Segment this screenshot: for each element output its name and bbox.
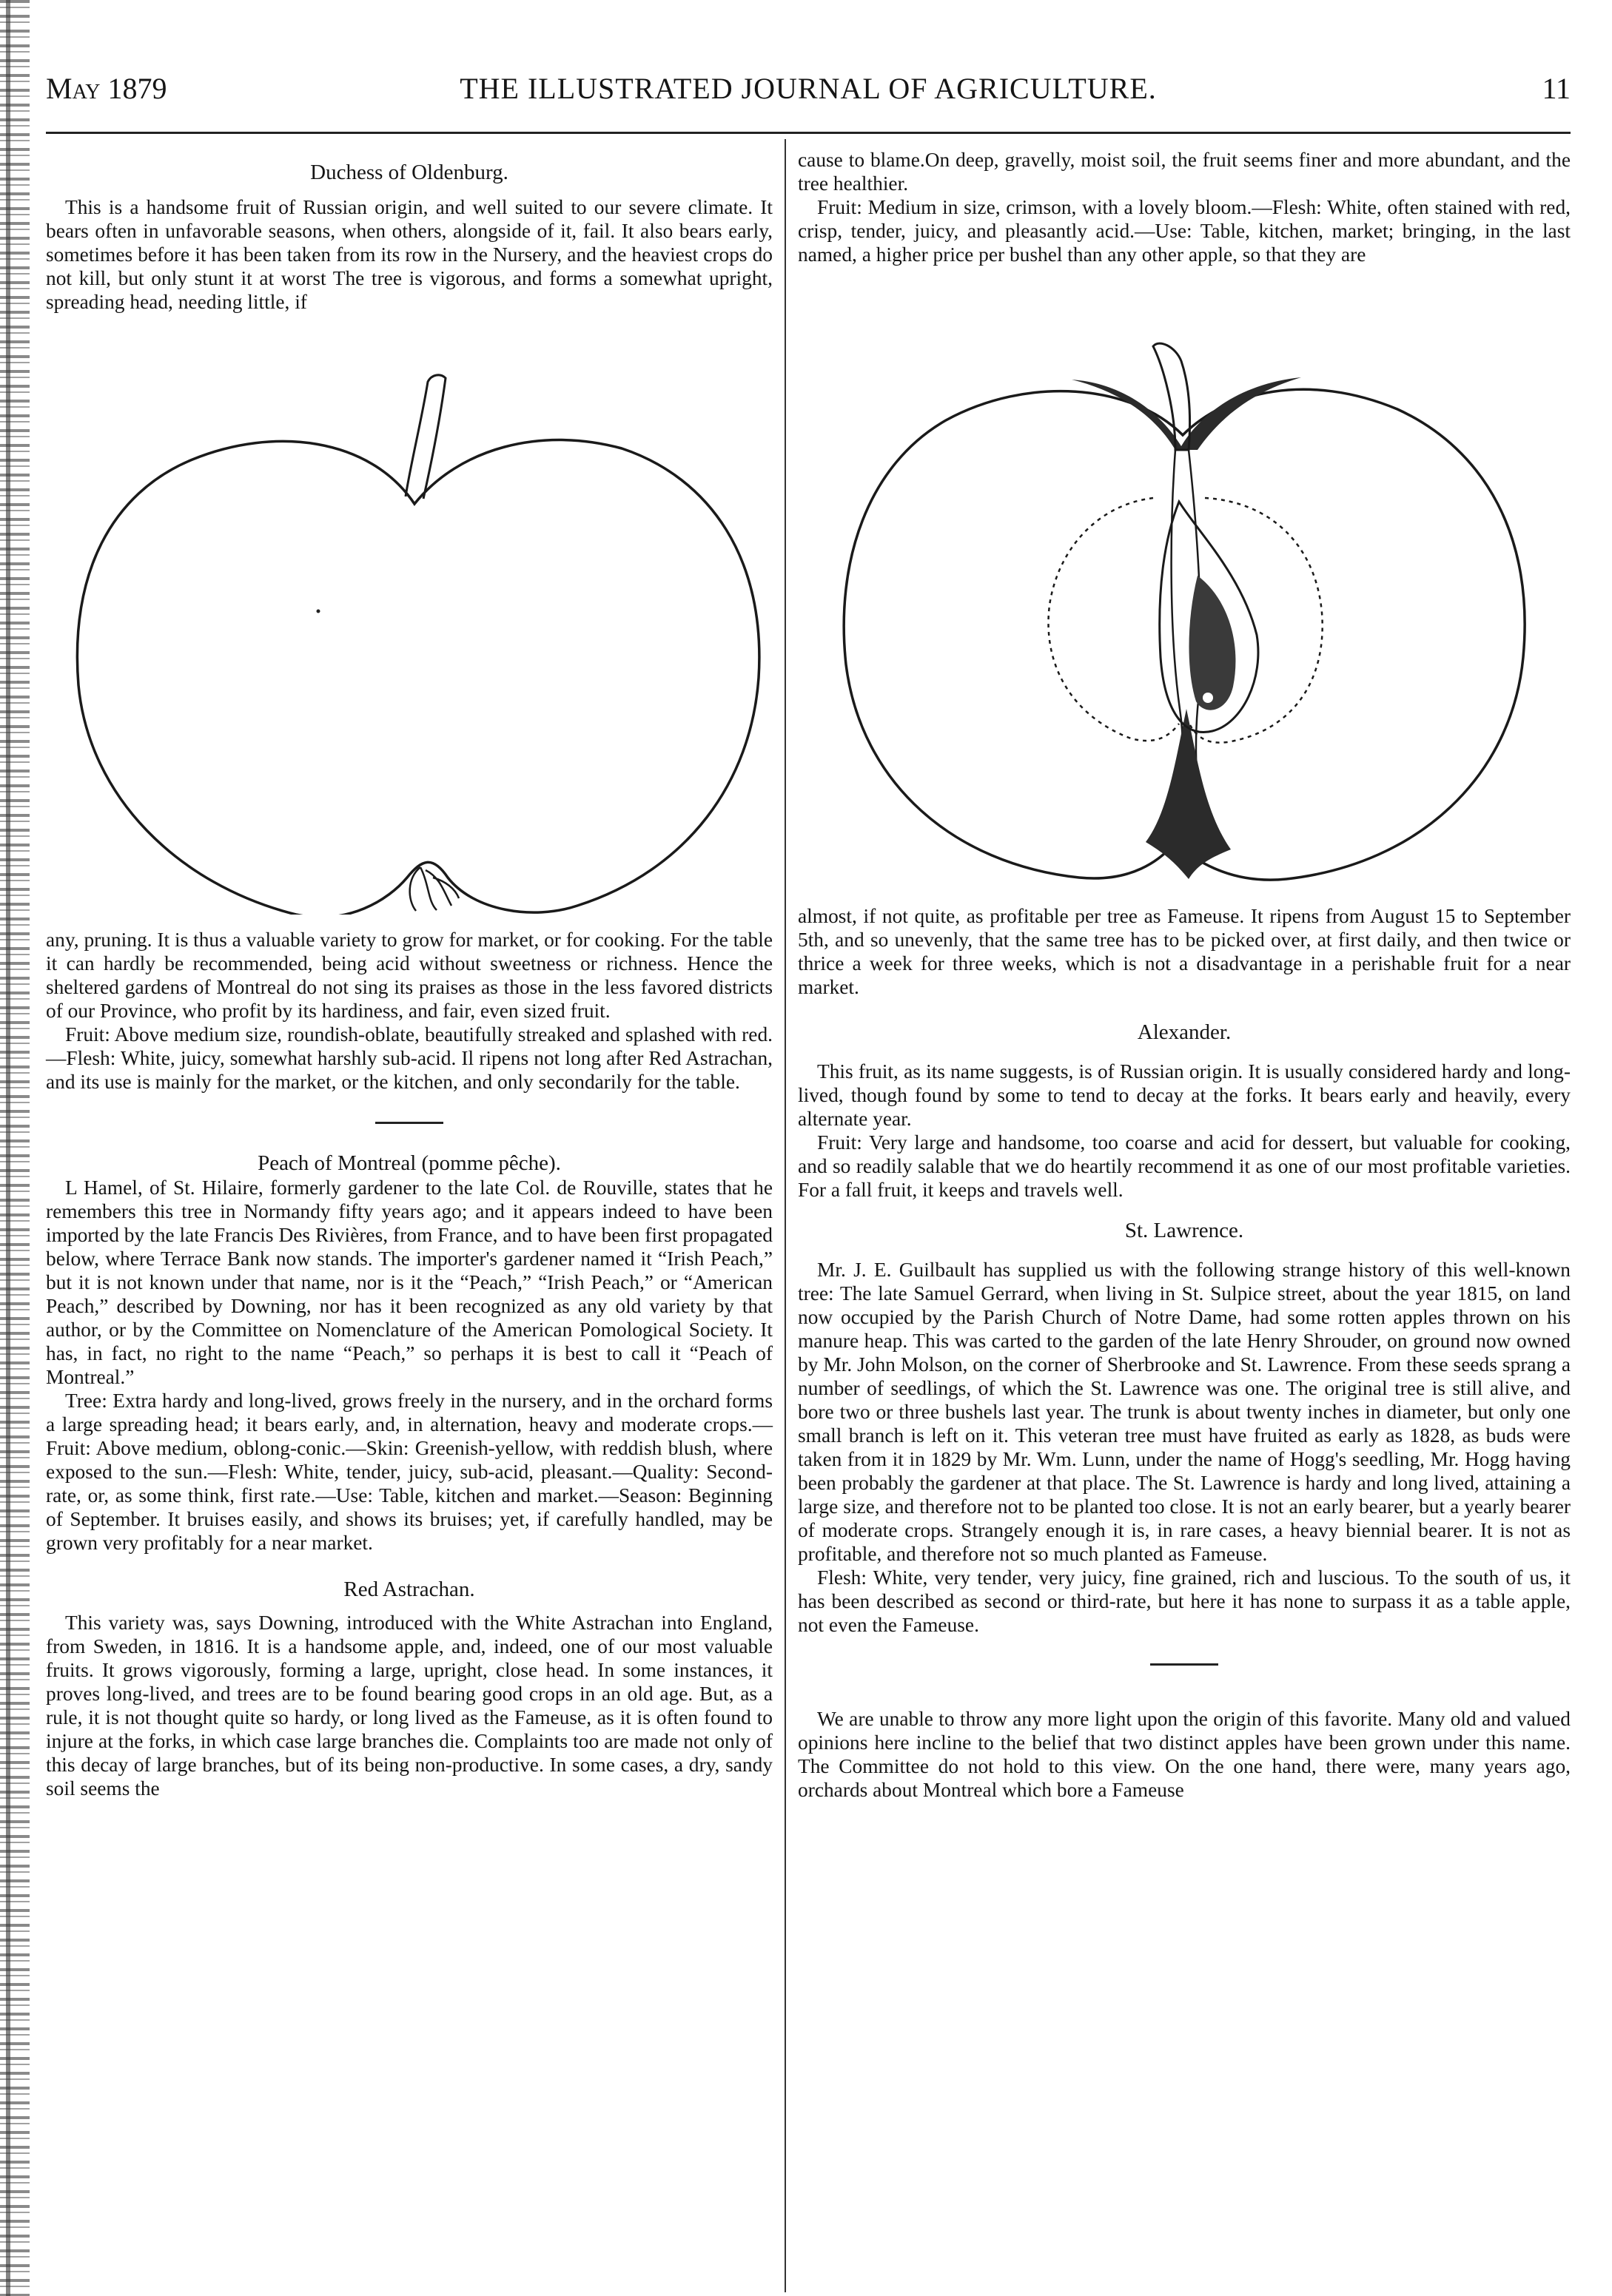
paragraph: almost, if not quite, as profitable per tree as Fameuse. It ripens from August 15 to September 5th, and so unevenly, that the same tree has to be picked over, at first daily, and then twice or thrice a week for three weeks, which is not a disadvantage in a perishable fruit for a near market. bbox=[798, 905, 1571, 998]
header-rule bbox=[46, 132, 1571, 134]
heading-alexander: Alexander. bbox=[1137, 1020, 1232, 1044]
paragraph: We are unable to throw any more light upon the origin of this favorite. Many old and valued opinions here incline to the belief that two distinct apples have been grown under this name. The Committee do not hold to this view. On the one hand, there were, many years ago, orchards about Montreal which bore a Fameuse bbox=[798, 1708, 1571, 1801]
paragraph: L Hamel, of St. Hilaire, formerly gardener to the late Col. de Rouville, states that he remembers this tree in Normandy fifty years ago; and it appears indeed to have been imported by the late Francis Des Rivières, from France, and to have been first propagated below, where Terrace Bank now stands. The importer's gardener named it “Irish Peach,” but it is not known under that name, nor is it the “Peach,” “Irish Peach,” or “American Peach,” described by Downing, nor has it been recognized as any old variety by that author, or by the Committee on Nomenclature of the American Pomological Society. It has, in fact, no right to the name “Peach,” so perhaps it is best to call it “Peach of Montreal.” bbox=[46, 1176, 773, 1388]
left-column-bottom bbox=[46, 928, 773, 1800]
paragraph: Flesh: White, very tender, very juicy, fine grained, rich and luscious. To the south of us, it has been described as second or third-rate, but here it has none to surpass it as a table apple, not even the Fameuse. bbox=[798, 1566, 1571, 1636]
heading-st-lawrence: St. Lawrence. bbox=[1124, 1219, 1244, 1242]
page-header bbox=[46, 71, 1571, 115]
paragraph: This is a handsome fruit of Russian origin, and well suited to our severe climate. It bears often in unfavorable seasons, when others, alongside of it, fail. It also bears early, sometimes before it has been taken from its row in the Nursery, and the heaviest crops do not kill, but only stunt it at worst The tree is vigorous, and forms a somewhat upright, spreading head, needing little, if bbox=[46, 196, 773, 313]
paragraph: Fruit: Very large and handsome, too coarse and acid for dessert, but valuable for cooking, and so readily salable that we do heartily recommend it as one of our most profitable varieties. For a fall fruit, it keeps and travels well. bbox=[798, 1131, 1571, 1201]
scan-edge-shadow bbox=[0, 0, 30, 2296]
section-rule bbox=[375, 1122, 443, 1124]
section-rule bbox=[1150, 1663, 1218, 1666]
right-column-bottom bbox=[798, 904, 1571, 1802]
heading-red-astrachan: Red Astrachan. bbox=[343, 1578, 475, 1601]
paragraph: Mr. J. E. Guilbault has supplied us with the following strange history of this well-known tree: The late Samuel Gerrard, when living in St. Sulpice street, about the year 1815, on land now occupied by the Parish Church of Notre Dame, had some rotten apples thrown on his manure heap. This was carted to the garden of the late Henry Shrouder, on ground now owned by Mr. John Molson, on the corner of Sherbrooke and St. Lawrence. From these seeds sprang a number of seedlings, of which the St. Lawrence was one. The original tree is still alive, and bore two or three bushels last year. The trunk is about twenty inches in diameter, but only one small branch is left on it. This veteran tree must have fruited as early as 1828, as buds were taken from it in 1829 by Mr. Wm. Lunn, under the name of Hogg's seedling, Mr. Hogg having been probably the gardener at that place. The St. Lawrence is hardy and long lived, attaining a large size, and therefore not to be planted too close. It is not an early bearer, but a yearly bearer of moderate crops. Strangely enough it is, in rare cases, a heavy biennial bearer. It is not as profitable, and therefore not so much planted as Fameuse. bbox=[798, 1259, 1571, 1565]
page-number: 11 bbox=[1542, 72, 1571, 105]
figure-apple-cross-section bbox=[827, 339, 1538, 886]
paragraph: Fruit: Above medium size, roundish-oblate, beautifully streaked and splashed with red.—Flesh: White, juicy, somewhat harshly sub-acid. Il ripens not long after Red Astrachan, and its use is mainly for the market, or the kitchen, and only secondarily for the table. bbox=[46, 1023, 773, 1093]
header-date: May 1879 bbox=[46, 72, 167, 105]
journal-title: THE ILLUSTRATED JOURNAL OF AGRICULTURE. bbox=[460, 72, 1157, 105]
paragraph: Fruit: Medium in size, crimson, with a lovely bloom.—Flesh: White, often stained with red, crisp, tender, juicy, and pleasantly acid.—Use: Table, kitchen, market; bringing, in the last named, a higher price per bushel than any other apple, so that they are bbox=[798, 196, 1571, 266]
scan-edge-binding bbox=[6, 0, 10, 2296]
column-divider bbox=[785, 139, 786, 2292]
paragraph: Tree: Extra hardy and long-lived, grows freely in the nursery, and in the orchard forms a large spreading head; it bears early, and, in alternation, heavy and moderate crops.—Fruit: Above medium, oblong-conic.—Skin: Greenish-yellow, with reddish blush, where exposed to the sun.—Flesh: White, tender, juicy, sub-acid, pleasant.—Quality: Second-rate, or, as some think, first rate.—Use: Table, kitchen and market.—Season: Beginning of September. It bruises easily, and shows its bruises; yet, if carefully handled, may be grown very profitably for a near market. bbox=[46, 1390, 773, 1554]
paragraph: This fruit, as its name suggests, is of Russian origin. It is usually considered hardy and long-lived, though found by some to tend to decay at the forks. It bears early and heavily, every alternate year. bbox=[798, 1060, 1571, 1130]
paragraph: This variety was, says Downing, introduced with the White Astrachan into England, from Sweden, in 1816. It is a handsome apple, and, indeed, one of our most valuable fruits. It grows vigorously, forming a large, upright, close head. In some instances, it proves long-lived, and trees are to be found bearing good crops in an old age. But, as a rule, it is not thought quite so hardy, or long lived as the Fameuse, as it is often found to injure at the forks, in which case large branches die. Complaints too are made not only of this decay of large branches, but of its being non-productive. In some cases, a dry, sandy soil seems the bbox=[46, 1612, 773, 1800]
left-column-top bbox=[46, 160, 773, 314]
right-column-top bbox=[798, 148, 1571, 266]
figure-apple-outline bbox=[59, 367, 770, 915]
heading-duchess-of-oldenburg: Duchess of Oldenburg. bbox=[310, 161, 508, 184]
paragraph: cause to blame.On deep, gravelly, moist soil, the fruit seems finer and more abundant, and the tree healthier. bbox=[798, 149, 1571, 195]
paragraph: any, pruning. It is thus a valuable variety to grow for market, or for cooking. For the table it can hardly be recommended, being acid without sweetness or richness. Hence the sheltered gardens of Montreal do not sing its praises as those in the less favored districts of our Province, who profit by its hardiness, and fair, even sized fruit. bbox=[46, 929, 773, 1022]
heading-peach-of-montreal: Peach of Montreal (pomme pêche). bbox=[258, 1151, 561, 1175]
